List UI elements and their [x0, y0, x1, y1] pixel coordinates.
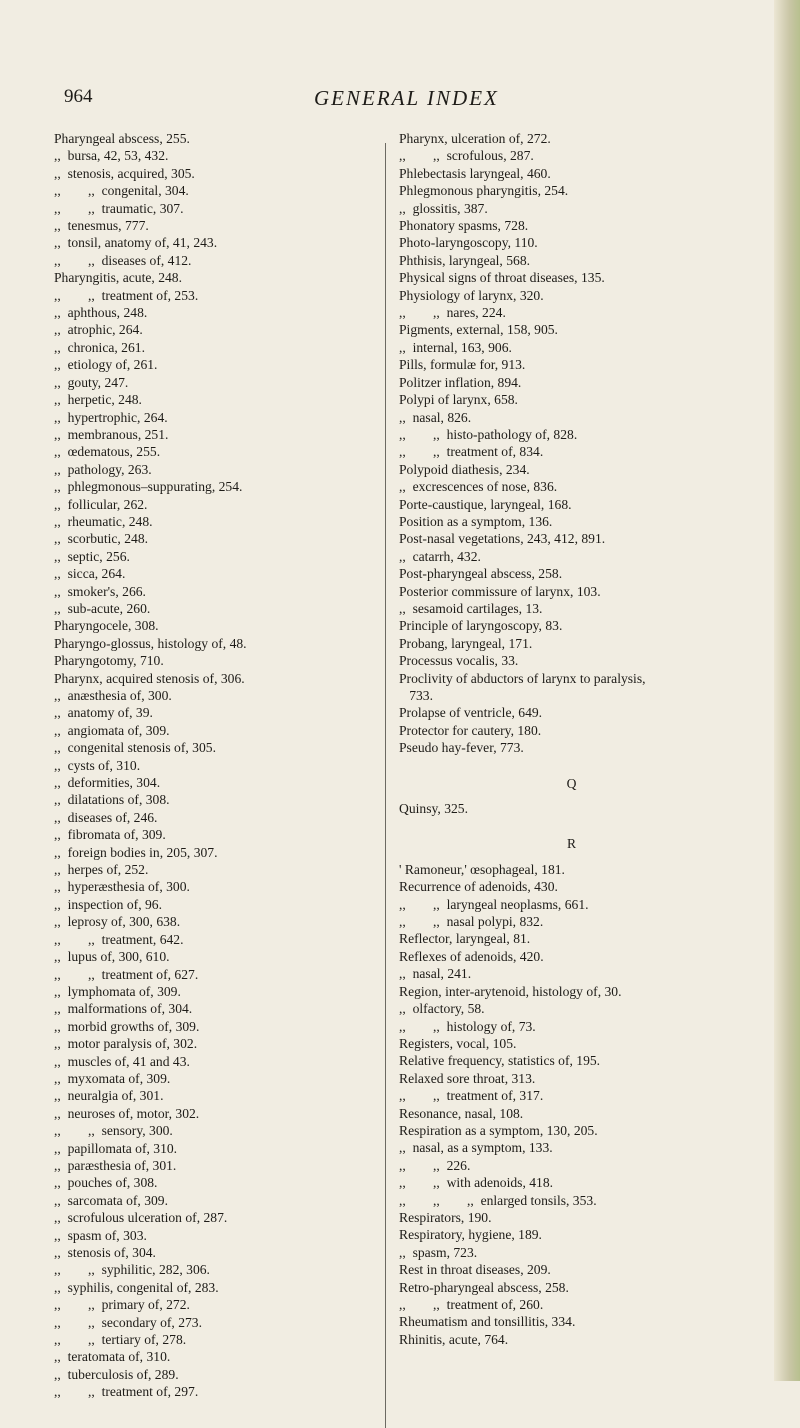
index-entry: ,, ,, diseases of, 412.	[54, 252, 192, 268]
index-entry: Region, inter-arytenoid, histology of, 30.	[399, 983, 622, 999]
index-entry: ,, rheumatic, 248.	[54, 513, 153, 529]
index-entry: Relative frequency, statistics of, 195.	[399, 1053, 601, 1069]
index-entry: ,, ,, histo-pathology of, 828.	[399, 426, 578, 442]
index-entry: ,, ,, treatment of, 297.	[54, 1384, 199, 1400]
index-entry: ,, lupus of, 300, 610.	[54, 949, 170, 965]
index-entry: Pharyngocele, 308.	[54, 618, 159, 634]
index-entry: ,, etiology of, 261.	[54, 357, 158, 373]
index-entry: ,, ,, treatment of, 834.	[399, 444, 544, 460]
index-entry: ,, bursa, 42, 53, 432.	[54, 148, 169, 164]
index-entry: Physiology of larynx, 320.	[399, 287, 544, 303]
index-entry: ,, olfactory, 58.	[399, 1001, 485, 1017]
index-entry: Prolapse of ventricle, 649.	[399, 705, 543, 721]
index-entry: Quinsy, 325.	[399, 801, 468, 817]
index-entry: Porte-caustique, laryngeal, 168.	[399, 496, 572, 512]
index-entry: ,, hypertrophic, 264.	[54, 409, 168, 425]
index-entry: Relaxed sore throat, 313.	[399, 1070, 536, 1086]
index-entry: Reflexes of adenoids, 420.	[399, 948, 544, 964]
index-entry: Rhinitis, acute, 764.	[399, 1331, 509, 1347]
index-entry: 733.	[399, 688, 433, 703]
index-entry: Politzer inflation, 894.	[399, 374, 522, 390]
index-entry: ,, ,, secondary of, 273.	[54, 1314, 202, 1330]
index-entry: Rest in throat diseases, 209.	[399, 1262, 551, 1278]
index-entry: ,, tuberculosis of, 289.	[54, 1366, 179, 1382]
index-entry: ,, ,, treatment, 642.	[54, 931, 184, 947]
index-entry: ,, anæsthesia of, 300.	[54, 688, 172, 703]
index-entry: Phlebectasis laryngeal, 460.	[399, 165, 551, 181]
index-entry: ,, membranous, 251.	[54, 426, 169, 442]
index-entry: ,, stenosis of, 304.	[54, 1245, 156, 1260]
index-entry: ,, deformities, 304.	[54, 775, 161, 791]
index-entry: Pharyngo-glossus, histology of, 48.	[54, 635, 247, 651]
index-entry: Reflector, laryngeal, 81.	[399, 931, 531, 947]
index-entry: ,, myxomata of, 309.	[54, 1070, 171, 1086]
index-entry: ' Ramoneur,' œsophageal, 181.	[399, 861, 565, 877]
index-entry: ,, pouches of, 308.	[54, 1175, 158, 1191]
index-entry: ,, smoker's, 266.	[54, 583, 146, 599]
index-entry: Processus vocalis, 33.	[399, 653, 519, 669]
index-entry: Phlegmonous pharyngitis, 254.	[399, 183, 569, 199]
section-letter-r: R	[566, 836, 577, 852]
index-entry: ,, paræsthesia of, 301.	[54, 1157, 177, 1173]
index-entry: Pigments, external, 158, 905.	[399, 322, 558, 338]
index-entry: ,, stenosis, acquired, 305.	[54, 165, 195, 181]
index-entry: ,, chronica, 261.	[54, 339, 145, 355]
index-entry: ,, lymphomata of, 309.	[54, 983, 181, 999]
index-entry: ,, herpes of, 252.	[54, 862, 149, 878]
index-entry: ,, cysts of, 310.	[54, 757, 141, 773]
index-entry: Posterior commissure of larynx, 103.	[399, 583, 601, 599]
index-entry: Resonance, nasal, 108.	[399, 1105, 524, 1121]
index-entry: ,, aphthous, 248.	[54, 305, 148, 321]
index-entry: ,, inspection of, 96.	[54, 896, 162, 912]
index-entry: ,, syphilis, congenital of, 283.	[54, 1279, 219, 1295]
r-entries	[399, 861, 744, 1348]
index-entry: ,, ,, histology of, 73.	[399, 1018, 536, 1034]
index-entry: Proclivity of abductors of larynx to paralysis,	[399, 670, 646, 686]
page-number: 964	[64, 86, 93, 107]
index-entry: Protector for cautery, 180.	[399, 722, 542, 738]
index-entry: Registers, vocal, 105.	[399, 1035, 517, 1051]
index-entry: Physical signs of throat diseases, 135.	[399, 270, 605, 286]
index-entry: ,, ,, traumatic, 307.	[54, 200, 184, 216]
q-entries	[399, 800, 744, 817]
index-entry: ,, phlegmonous–suppurating, 254.	[54, 479, 243, 495]
index-entry: ,, ,, laryngeal neoplasms, 661.	[399, 896, 589, 912]
index-entry: Photo-laryngoscopy, 110.	[399, 235, 538, 251]
running-title: GENERAL INDEX	[314, 86, 499, 110]
index-entry: Phthisis, laryngeal, 568.	[399, 252, 531, 268]
left-index-column	[54, 130, 372, 1401]
index-entry: ,, teratomata of, 310.	[54, 1349, 171, 1365]
index-entry: ,, nasal, 241.	[399, 966, 472, 982]
index-entry: Polypoid diathesis, 234.	[399, 461, 530, 477]
index-entry: Pills, formulæ for, 913.	[399, 357, 526, 373]
index-entry: ,, ,, nasal polypi, 832.	[399, 914, 544, 930]
index-entry: ,, anatomy of, 39.	[54, 705, 153, 721]
index-entry: Pharynx, acquired stenosis of, 306.	[54, 670, 245, 686]
index-entry: ,, excrescences of nose, 836.	[399, 479, 558, 495]
index-entry: ,, scorbutic, 248.	[54, 531, 149, 547]
index-entry: ,, muscles of, 41 and 43.	[54, 1053, 190, 1069]
index-entry: Respirators, 190.	[399, 1209, 492, 1225]
index-entry: ,, tenesmus, 777.	[54, 218, 149, 234]
index-entry: ,, foreign bodies in, 205, 307.	[54, 844, 218, 860]
index-entry: ,, congenital stenosis of, 305.	[54, 740, 216, 756]
index-entry: ,, pathology, 263.	[54, 461, 152, 477]
index-entry: ,, motor paralysis of, 302.	[54, 1036, 198, 1052]
index-entry: ,, follicular, 262.	[54, 496, 148, 512]
index-entry: ,, sub-acute, 260.	[54, 600, 151, 616]
index-entry: Pseudo hay-fever, 773.	[399, 740, 524, 756]
index-entry: ,, nasal, 826.	[399, 409, 472, 425]
index-entry: ,, ,, congenital, 304.	[54, 183, 189, 199]
index-entry: ,, catarrh, 432.	[399, 548, 481, 564]
index-entry: ,, glossitis, 387.	[399, 200, 488, 216]
index-entry: ,, hyperæsthesia of, 300.	[54, 879, 190, 895]
index-entry: ,, ,, treatment of, 317.	[399, 1088, 544, 1104]
index-entry: ,, angiomata of, 309.	[54, 722, 170, 738]
section-letter-q: Q	[566, 775, 577, 791]
index-entry: ,, dilatations of, 308.	[54, 792, 170, 808]
index-entry: Pharyngotomy, 710.	[54, 653, 164, 669]
index-entry: Rheumatism and tonsillitis, 334.	[399, 1314, 576, 1330]
index-entry: ,, nasal, as a symptom, 133.	[399, 1140, 553, 1156]
index-entry: Position as a symptom, 136.	[399, 513, 553, 529]
index-entry: ,, ,, treatment of, 627.	[54, 966, 199, 982]
index-entry: Pharyngitis, acute, 248.	[54, 270, 182, 286]
index-entry: ,, ,, scrofulous, 287.	[399, 148, 534, 164]
page-header	[64, 86, 704, 116]
index-entry: ,, ,, 226.	[399, 1157, 471, 1173]
index-entry: ,, œdematous, 255.	[54, 444, 161, 460]
index-entry: Respiration as a symptom, 130, 205.	[399, 1122, 598, 1138]
index-entry: ,, septic, 256.	[54, 548, 130, 564]
index-entry: ,, spasm of, 303.	[54, 1227, 147, 1243]
index-entry: ,, tonsil, anatomy of, 41, 243.	[54, 235, 218, 251]
index-entry: ,, morbid growths of, 309.	[54, 1018, 200, 1034]
index-entry: ,, ,, treatment of, 260.	[399, 1297, 544, 1312]
index-entry: Pharynx, ulceration of, 272.	[399, 131, 551, 146]
index-entry: ,, internal, 163, 906.	[399, 339, 512, 355]
index-entry: ,, neuroses of, motor, 302.	[54, 1105, 200, 1121]
index-entry: ,, ,, syphilitic, 282, 306.	[54, 1262, 210, 1278]
index-entry: ,, atrophic, 264.	[54, 322, 143, 338]
index-entry: Polypi of larynx, 658.	[399, 392, 518, 408]
index-entry: ,, ,, sensory, 300.	[54, 1123, 173, 1139]
index-entry: Recurrence of adenoids, 430.	[399, 879, 558, 895]
index-entry: ,, malformations of, 304.	[54, 1001, 193, 1017]
index-entry: Pharyngeal abscess, 255.	[54, 131, 190, 146]
index-entry: ,, ,, primary of, 272.	[54, 1297, 190, 1313]
p-entries	[399, 130, 744, 757]
index-entry: Principle of laryngoscopy, 83.	[399, 618, 563, 634]
index-entry: ,, ,, with adenoids, 418.	[399, 1175, 554, 1191]
right-index-column	[399, 130, 744, 1348]
index-entry: Retro-pharyngeal abscess, 258.	[399, 1279, 569, 1295]
index-entry: ,, herpetic, 248.	[54, 392, 142, 408]
index-entry: Post-nasal vegetations, 243, 412, 891.	[399, 531, 606, 547]
index-entry: Respiratory, hygiene, 189.	[399, 1227, 542, 1243]
index-entry: ,, scrofulous ulceration of, 287.	[54, 1210, 228, 1226]
index-entry: ,, neuralgia of, 301.	[54, 1088, 164, 1104]
index-entry: ,, leprosy of, 300, 638.	[54, 914, 181, 930]
index-entry: Phonatory spasms, 728.	[399, 218, 529, 234]
index-entry: ,, fibromata of, 309.	[54, 827, 166, 843]
column-divider	[385, 143, 386, 1428]
page-edge-shadow	[774, 0, 800, 1381]
index-entry: ,, ,, ,, enlarged tonsils, 353.	[399, 1192, 597, 1208]
index-entry: ,, papillomata of, 310.	[54, 1140, 178, 1156]
index-entry: ,, sarcomata of, 309.	[54, 1192, 169, 1208]
index-entry: Post-pharyngeal abscess, 258.	[399, 566, 563, 582]
index-entry: ,, ,, treatment of, 253.	[54, 287, 199, 303]
index-entry: ,, sesamoid cartilages, 13.	[399, 600, 543, 616]
index-entry: ,, ,, nares, 224.	[399, 305, 506, 321]
index-entry: ,, sicca, 264.	[54, 566, 126, 582]
index-entry: ,, ,, tertiary of, 278.	[54, 1332, 187, 1348]
index-entry: ,, spasm, 723.	[399, 1244, 478, 1260]
index-entry: ,, gouty, 247.	[54, 374, 129, 390]
index-entry: Probang, laryngeal, 171.	[399, 635, 533, 651]
index-entry: ,, diseases of, 246.	[54, 809, 158, 825]
